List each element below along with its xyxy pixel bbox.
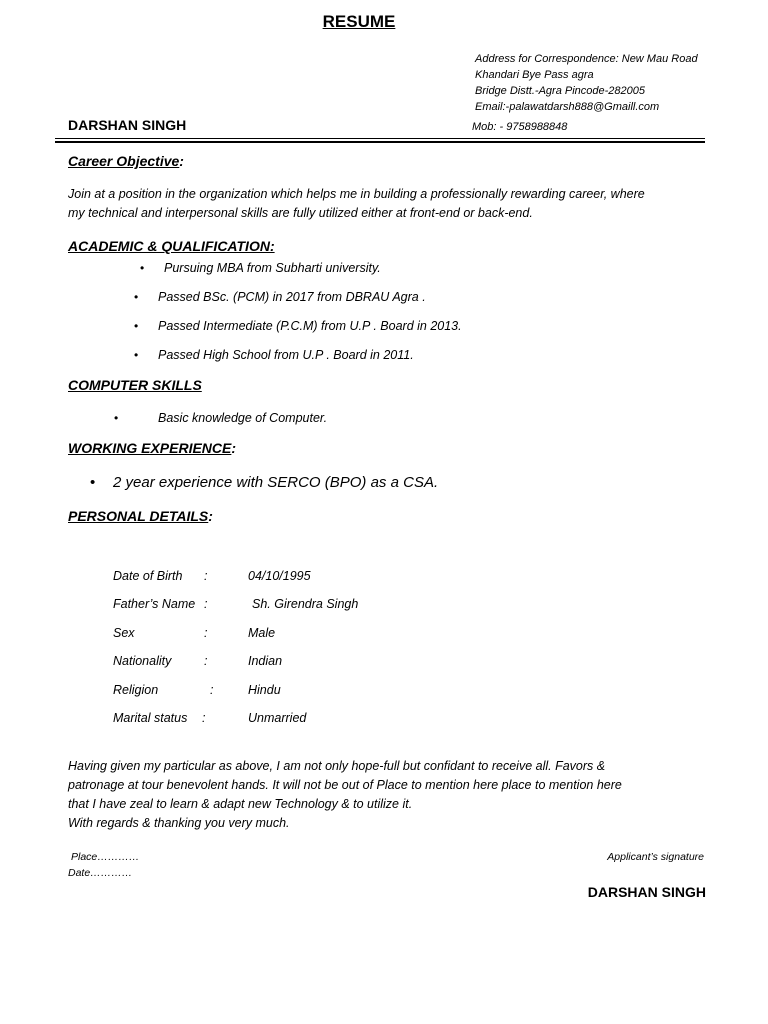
working-experience-heading [68, 440, 236, 456]
career-objective-line-1: Join at a position in the organization which helps me in building a professionally rewarding career, where [68, 187, 645, 201]
pd-label: Sex [113, 626, 135, 640]
pd-separator: : [204, 626, 208, 640]
declaration-line-2: patronage at tour benevolent hands. It will not be out of Place to mention here place to mention here [68, 778, 622, 792]
career-objective-colon: : [179, 153, 184, 169]
pd-value: Indian [248, 654, 283, 668]
academic-item: Pursuing MBA from Subharti university. [164, 261, 381, 275]
header-rule-thick [55, 141, 705, 143]
address-line-3: Bridge Distt.-Agra Pincode-282005 [475, 85, 645, 97]
pd-label: Father’s Name [113, 597, 196, 611]
address-line-2: Khandari Bye Pass agra [475, 69, 594, 81]
header-rule-thin [55, 138, 705, 139]
bullet-icon: • [114, 411, 119, 425]
signature-name: DARSHAN SINGH [587, 884, 706, 900]
pd-value: Unmarried [248, 711, 307, 725]
computer-skill-item: Basic knowledge of Computer. [158, 411, 328, 425]
working-experience-heading-text: WORKING EXPERIENCE [68, 440, 232, 456]
academic-heading: ACADEMIC & QUALIFICATION: [68, 238, 275, 254]
pd-separator: : [202, 711, 206, 725]
declaration-line-3: that I have zeal to learn & adapt new Technology & to utilize it. [68, 797, 413, 811]
pd-label: Religion [113, 683, 159, 697]
date-field: Date………… [68, 867, 133, 879]
personal-details-heading-text: PERSONAL DETAILS [68, 508, 209, 524]
computer-skills-heading: COMPUTER SKILLS [68, 377, 202, 393]
pd-separator: : [210, 683, 214, 697]
career-objective-line-2: my technical and interpersonal skills are fully utilized either at front-end or back-end. [68, 206, 533, 220]
working-experience-colon: : [231, 440, 237, 456]
email-address: Email:-palawatdarsh888@Gmaill.com [475, 101, 660, 113]
pd-value: Sh. Girendra Singh [252, 597, 359, 611]
bullet-icon: • [140, 261, 145, 275]
pd-value: Hindu [248, 683, 281, 697]
bullet-icon: • [90, 474, 96, 491]
pd-label: Nationality [113, 654, 172, 668]
career-objective-heading-text: Career Objective [68, 153, 180, 169]
bullet-icon: • [134, 319, 139, 333]
mobile-number: Mob: - 9758988848 [472, 121, 568, 133]
pd-label: Marital status [113, 711, 188, 725]
pd-value: 04/10/1995 [248, 569, 311, 583]
declaration-line-4: With regards & thanking you very much. [68, 816, 290, 830]
pd-separator: : [204, 654, 208, 668]
candidate-name: DARSHAN SINGH [68, 117, 187, 133]
declaration-line-1: Having given my particular as above, I am not only hope-full but confidant to receive all. Favors & [68, 759, 606, 773]
experience-item: 2 year experience with SERCO (BPO) as a CSA. [113, 474, 439, 491]
personal-details-colon: : [208, 508, 213, 524]
bullet-icon: • [134, 290, 139, 304]
academic-item: Passed High School from U.P . Board in 2011. [158, 348, 414, 362]
address-line-1: Address for Correspondence: New Mau Road [475, 53, 698, 65]
academic-item: Passed BSc. (PCM) in 2017 from DBRAU Agra . [158, 290, 426, 304]
place-field: Place………… [71, 851, 140, 863]
pd-label: Date of Birth [113, 569, 183, 583]
bullet-icon: • [134, 348, 139, 362]
resume-title: RESUME [322, 12, 396, 31]
pd-separator: : [204, 597, 208, 611]
career-objective-heading [68, 153, 184, 169]
personal-details-heading [68, 508, 213, 524]
pd-value: Male [248, 626, 276, 640]
pd-separator: : [204, 569, 208, 583]
applicant-signature-label: Applicant’s signature [607, 851, 704, 863]
academic-item: Passed Intermediate (P.C.M) from U.P . Board in 2013. [158, 319, 462, 333]
